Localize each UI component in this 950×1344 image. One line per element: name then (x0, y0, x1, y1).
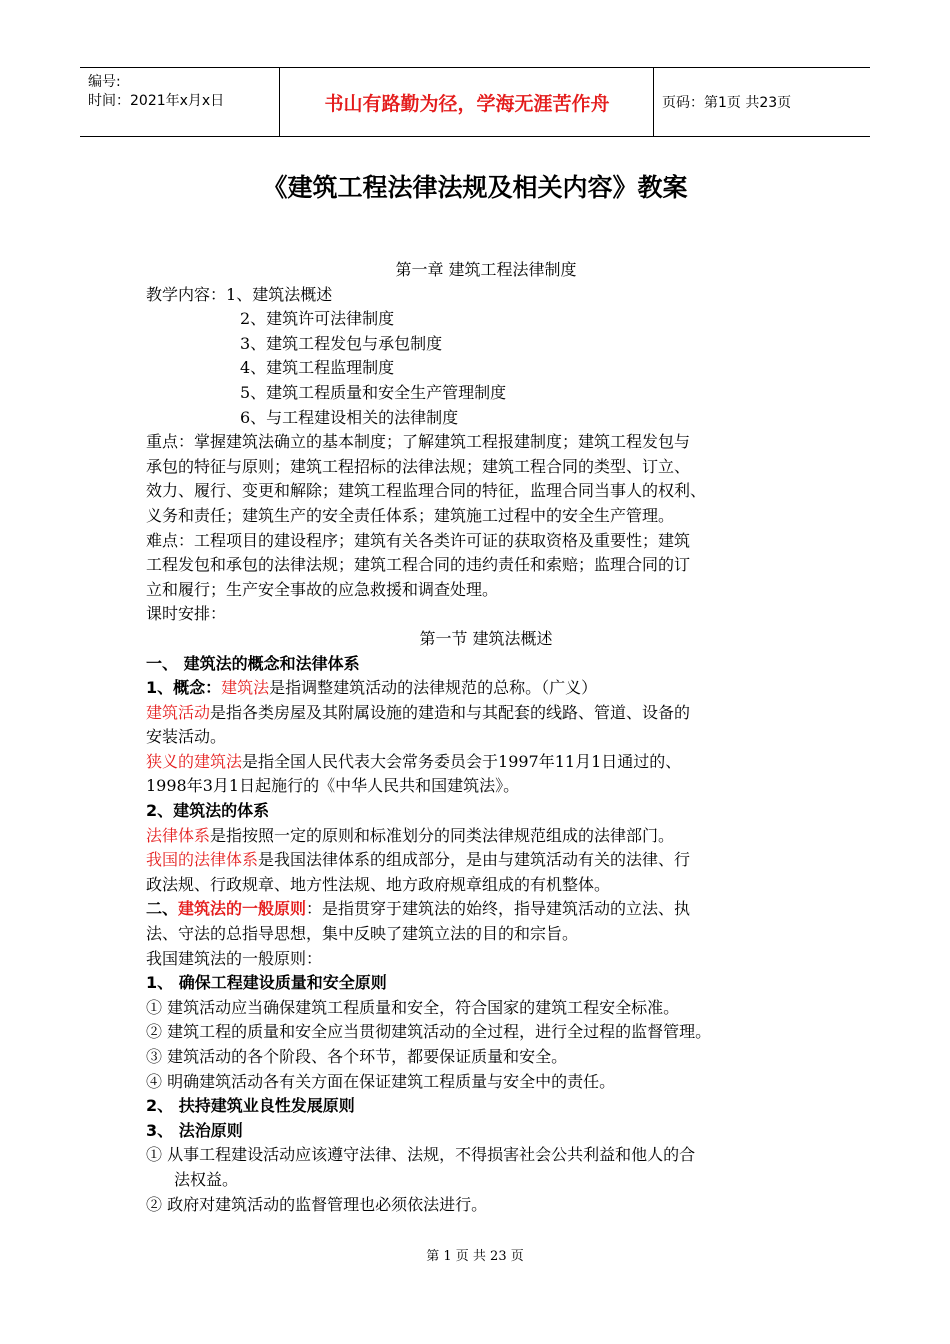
narrow-text: 是指全国人民代表大会常务委员会于1997年11月1日通过的、 (242, 751, 682, 771)
number-label: 编号: (88, 74, 121, 90)
principle-3-item: ① 从事工程建设活动应该遵守法律、法规，不得损害社会公共利益和他人的合 (146, 1145, 696, 1165)
our-system-line-2: 政法规、行政规章、地方性法规、地方政府规章组成的有机整体。 (146, 874, 611, 894)
header-motto: 书山有路勤为径，学海无涯苦作舟 (281, 68, 654, 136)
principle-1-item: ③ 建筑活动的各个阶段、各个环节，都要保证质量和安全。 (146, 1047, 568, 1066)
activity-line-2: 安装活动。 (146, 727, 227, 747)
general-principles-text: ：是指贯穿于建筑法的始终，指导建筑活动的立法、执 (306, 899, 691, 919)
principle-3-item: ② 政府对建筑活动的监督管理也必须依法进行。 (146, 1194, 488, 1214)
principles-intro: 我国建筑法的一般原则： (146, 948, 323, 968)
term-our-system: 我国的法律体系 (146, 850, 259, 870)
term-construction-activity: 建筑活动 (146, 702, 211, 722)
document-title: 《建筑工程法律法规及相关内容》教案 (262, 173, 688, 202)
principle-1-item: ① 建筑活动应当确保建筑工程质量和安全，符合国家的建筑工程安全标准。 (146, 997, 680, 1017)
header-meta (80, 68, 280, 136)
teaching-item: 5、建筑工程质量和安全生产管理制度 (240, 382, 507, 402)
term-narrow-law: 狭义的建筑法 (146, 751, 243, 771)
teaching-item: 2、建筑许可法律制度 (240, 309, 395, 329)
term-construction-law: 建筑法 (221, 678, 270, 698)
heading-law-system: 2、建筑法的体系 (146, 801, 270, 821)
key-points-line: 重点：掌握建筑法确立的基本制度；了解建筑工程报建制度；建筑工程发包与 (146, 432, 691, 452)
heading-concept-system: 一、 建筑法的概念和法律体系 (146, 653, 360, 673)
header-page-info: 页码：第1页 共23页 (662, 95, 792, 111)
term-general-principles: 建筑法的一般原则 (178, 899, 307, 919)
principle-1-item: ② 建筑工程的质量和安全应当贯彻建筑活动的全过程，进行全过程的监督管理。 (146, 1022, 712, 1042)
general-principles-line-2: 法、守法的总指导思想，集中反映了建筑立法的目的和宗旨。 (146, 924, 579, 944)
legal-system-text: 是指按照一定的原则和标准划分的同类法律规范组成的法律部门。 (210, 825, 675, 845)
principle-1-title: 1、 确保工程建设质量和安全原则 (146, 973, 387, 993)
schedule-label: 课时安排： (146, 604, 227, 624)
teaching-item: 6、与工程建设相关的法律制度 (240, 407, 459, 427)
concept-label: 1、概念： (146, 678, 222, 698)
difficult-points-line: 难点：工程项目的建设程序；建筑有关各类许可证的获取资格及重要性；建筑 (146, 530, 691, 550)
section-title: 第一节 建筑法概述 (419, 628, 553, 648)
narrow-line-2: 1998年3月1日起施行的《中华人民共和国建筑法》。 (146, 776, 520, 796)
term-legal-system: 法律体系 (146, 825, 211, 845)
difficult-points-line: 工程发包和承包的法律法规；建筑工程合同的违约责任和索赔；监理合同的订 (146, 555, 691, 575)
key-points-line: 义务和责任；建筑生产的安全责任体系；建筑施工过程中的安全生产管理。 (146, 505, 675, 525)
chapter-title: 第一章 建筑工程法律制度 (395, 260, 577, 279)
page-footer: 第 1 页 共 23 页 (426, 1249, 524, 1264)
teaching-content-label: 教学内容： (146, 284, 227, 304)
principle-1-item: ④ 明确建筑活动各有关方面在保证建筑工程质量与安全中的责任。 (146, 1071, 616, 1091)
narrow-line (146, 750, 826, 775)
teaching-item: 4、建筑工程监理制度 (240, 358, 395, 378)
concept-line (146, 676, 826, 701)
principle-2-title: 2、 扶持建筑业良性发展原则 (146, 1096, 355, 1116)
principle-3-item-cont: 法权益。 (174, 1169, 239, 1189)
principle-3-title: 3、 法治原则 (146, 1120, 243, 1140)
our-system-text: 是我国法律体系的组成部分，是由与建筑活动有关的法律、行 (258, 850, 691, 870)
general-principles-prefix: 二、 (146, 899, 179, 919)
header-table (80, 67, 870, 137)
legal-system-line (146, 824, 826, 849)
key-points-line: 承包的特征与原则；建筑工程招标的法律法规；建筑工程合同的类型、订立、 (146, 456, 691, 476)
difficult-points-line: 立和履行；生产安全事故的应急救援和调查处理。 (146, 579, 499, 599)
teaching-content-first (146, 283, 826, 308)
document-body (146, 258, 826, 1217)
activity-text: 是指各类房屋及其附属设施的建造和与其配套的线路、管道、设备的 (210, 702, 691, 722)
general-principles-line (146, 897, 826, 922)
time-label: 时间：2021年x月x日 (88, 93, 225, 109)
key-points-line: 效力、履行、变更和解除；建筑工程监理合同的特征，监理合同当事人的权利、 (146, 481, 707, 501)
concept-text: 是指调整建筑活动的法律规范的总称。（广义） (269, 678, 598, 698)
teaching-item: 1、建筑法概述 (226, 284, 333, 304)
teaching-item: 3、建筑工程发包与承包制度 (240, 333, 443, 353)
our-system-line (146, 848, 826, 873)
activity-line (146, 701, 826, 726)
